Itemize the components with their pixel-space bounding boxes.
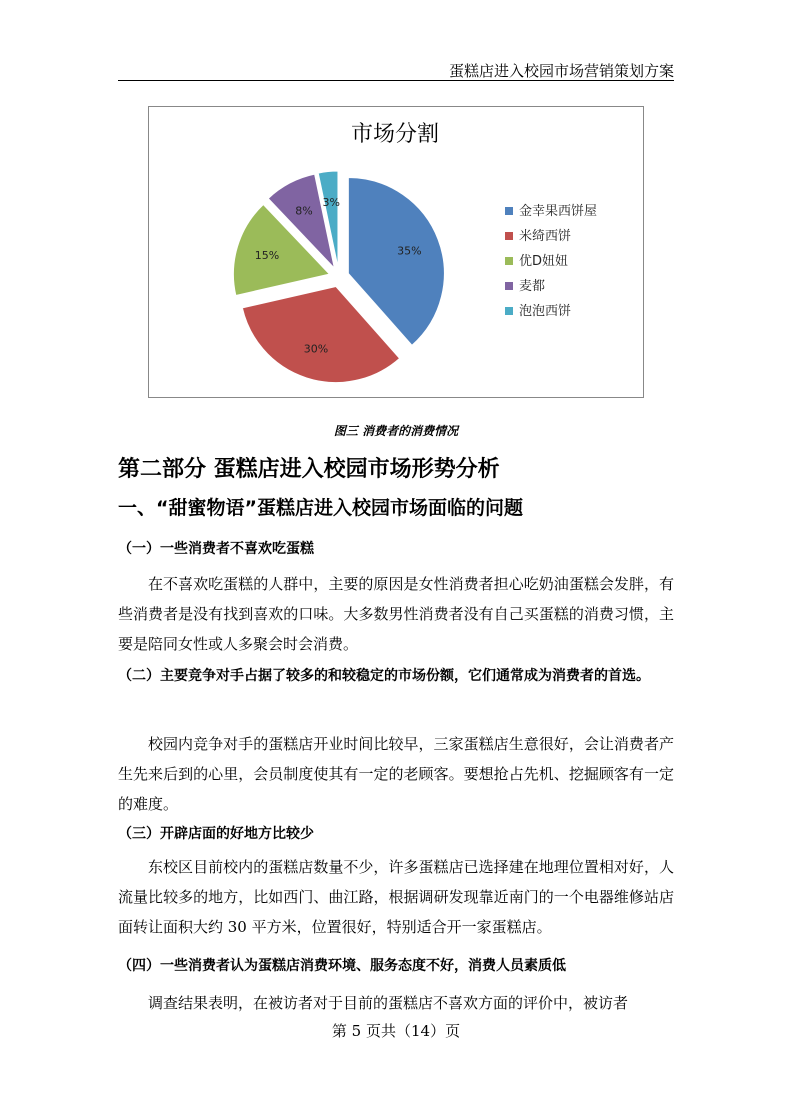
pie-data-label-5: 3% bbox=[322, 196, 340, 210]
legend-label-4: 麦都 bbox=[519, 279, 546, 294]
chart-title: 市场分割 bbox=[350, 122, 440, 147]
legend-label-1: 金幸果西饼屋 bbox=[519, 204, 598, 219]
page-footer: 第 5 页共（14）页 bbox=[331, 1022, 461, 1040]
legend-swatch-3 bbox=[505, 257, 513, 265]
item-text-2: 校园内竞争对手的蛋糕店开业时间比较早，三家蛋糕店生意很好，会让消费者产生先来后到的心里，会员制度使其有一定的老顾客。要想抢占先机、挖掘顾客有一定的难度。 bbox=[118, 735, 674, 813]
pie-chart bbox=[148, 106, 644, 398]
pie-data-label-3: 15% bbox=[254, 249, 280, 263]
item-text-4: 调查结果表明，在被访者对于目前的蛋糕店不喜欢方面的评价中，被访者 bbox=[148, 994, 629, 1012]
item-heading-3: （三）开辟店面的好地方比较少 bbox=[118, 826, 314, 842]
header-rule bbox=[118, 80, 674, 81]
section-subtitle: 一、“甜蜜物语”蛋糕店进入校园市场面临的问题 bbox=[118, 497, 523, 519]
pie-data-label-1: 35% bbox=[397, 244, 422, 258]
item-heading-1: （一）一些消费者不喜欢吃蛋糕 bbox=[118, 541, 314, 557]
section-title: 第二部分 蛋糕店进入校园市场形势分析 bbox=[118, 457, 500, 482]
figure-caption: 图三 消费者的消费情况 bbox=[333, 424, 459, 438]
legend-swatch-1 bbox=[505, 207, 513, 215]
legend-swatch-2 bbox=[505, 232, 513, 240]
legend-label-5: 泡泡西饼 bbox=[519, 304, 572, 319]
header-title: 蛋糕店进入校园市场营销策划方案 bbox=[448, 62, 674, 80]
item-text-3: 东校区目前校内的蛋糕店数量不少，许多蛋糕店已选择建在地理位置相对好，人流量比较多的地方，比如西门、曲江路，根据调研发现靠近南门的一个电器维修站店面转让面积大约 30 平方米，位置很好，特别适合开一家蛋糕店。 bbox=[118, 858, 674, 936]
pie-data-label-2: 30% bbox=[303, 342, 329, 356]
item-heading-2: （二）主要竞争对手占据了较多的和较稳定的市场份额，它们通常成为消费者的首选。 bbox=[118, 668, 650, 684]
legend-label-2: 米绮西饼 bbox=[519, 229, 572, 244]
item-heading-4: （四）一些消费者认为蛋糕店消费环境、服务态度不好，消费人员素质低 bbox=[118, 958, 566, 974]
legend-swatch-5 bbox=[505, 307, 513, 315]
legend-label-3: 优D妞妞 bbox=[519, 254, 569, 269]
pie-data-label-4: 8% bbox=[295, 204, 313, 218]
item-text-1: 在不喜欢吃蛋糕的人群中，主要的原因是女性消费者担心吃奶油蛋糕会发胖，有些消费者是没有找到喜欢的口味。大多数男性消费者没有自己买蛋糕的消费习惯，主要是陪同女性或人多聚会时会消费。 bbox=[118, 575, 674, 653]
pie-chart-svg bbox=[149, 107, 643, 397]
legend-swatch-4 bbox=[505, 282, 513, 290]
